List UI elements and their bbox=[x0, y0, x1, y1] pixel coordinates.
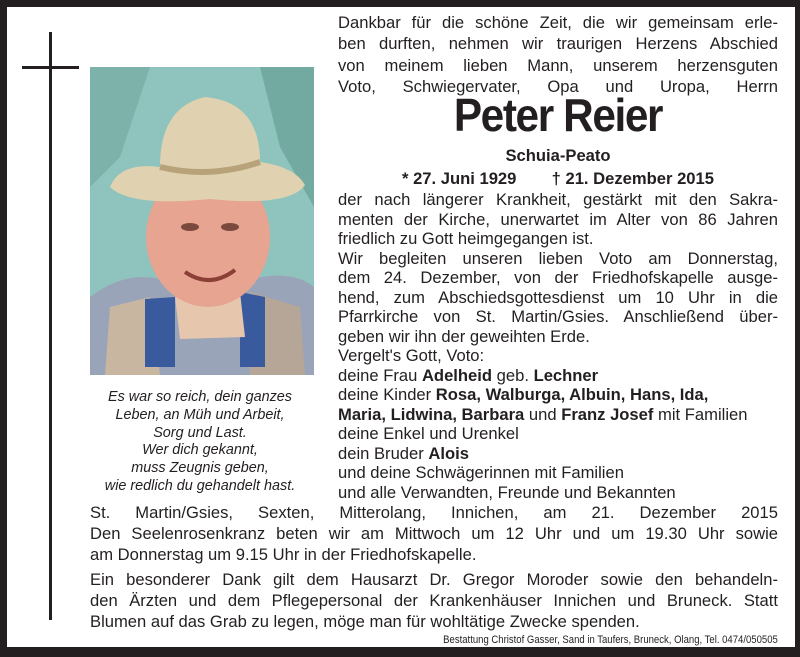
name-highlight: Lechner bbox=[533, 365, 599, 385]
body-text: Pfarrkirche von St. Martin/Gsies. Anschließend über- bbox=[338, 307, 778, 326]
cross-icon-bar bbox=[22, 66, 79, 69]
thanks-line: den Ärzten und dem Pflegepersonal der Krankenhäuser Innichen und Bruneck. Statt bbox=[90, 591, 778, 610]
body-line bbox=[338, 444, 778, 464]
name-highlight: Rosa, Walburga, Albuin, Hans, Ida, bbox=[435, 385, 709, 404]
body-line bbox=[338, 190, 778, 210]
body-text: deine Frau bbox=[338, 365, 422, 385]
memorial-poem bbox=[90, 389, 310, 496]
funeral-home-credit: Bestattung Christof Gasser, Sand in Taufers, Bruneck, Olang, Tel. 0474/050505 bbox=[443, 634, 778, 646]
thanks-line: Ein besonderer Dank gilt dem Hausarzt Dr. Gregor Moroder sowie den behandeln- bbox=[90, 570, 778, 589]
place-date-line: St. Martin/Gsies, Sexten, Mitterolang, Innichen, am 21. Dezember 2015 bbox=[90, 503, 778, 522]
intro-line: ben durften, nehmen wir traurigen Herzens Abschied bbox=[338, 34, 778, 54]
announcement-body bbox=[338, 190, 778, 502]
intro-text bbox=[338, 12, 778, 97]
body-text: menten der Kirche, unerwartet im Alter von 86 Jahren bbox=[338, 209, 778, 229]
poem-line: muss Zeugnis geben, bbox=[131, 460, 269, 477]
service-info bbox=[90, 502, 778, 565]
body-line bbox=[338, 366, 778, 386]
body-text: deine Enkel und Urenkel bbox=[338, 424, 519, 443]
body-text: geben wir ihn der geweihten Erde. bbox=[338, 326, 590, 346]
cross-icon bbox=[49, 32, 52, 620]
body-line bbox=[338, 288, 778, 308]
body-line bbox=[338, 463, 778, 483]
rosary-line: am Donnerstag um 9.15 Uhr in der Friedhofskapelle. bbox=[90, 545, 477, 564]
body-line bbox=[338, 405, 778, 425]
body-line bbox=[338, 210, 778, 230]
body-text: Wir begleiten unseren lieben Voto am Donnerstag, bbox=[338, 248, 778, 268]
portrait-photo bbox=[90, 67, 314, 375]
body-line bbox=[338, 385, 778, 405]
body-text: dem 24. Dezember, von der Friedhofskapelle ausge- bbox=[338, 268, 778, 287]
nickname: Schuia-Peato bbox=[505, 146, 611, 165]
intro-line: von meinem lieben Mann, unserem herzensguten bbox=[338, 55, 778, 75]
body-text: hend, zum Abschiedsgottesdienst um 10 Uhr in die bbox=[338, 287, 778, 307]
rosary-line: Den Seelenrosenkranz beten wir am Mittwoch um 12 Uhr und um 19.30 Uhr sowie bbox=[90, 524, 778, 543]
body-text: der nach längerer Krankheit, gestärkt mit den Sakra- bbox=[338, 190, 778, 209]
body-text: friedlich zu Gott heimgegangen ist. bbox=[338, 229, 594, 248]
body-text: mit Familien bbox=[653, 404, 748, 424]
body-line bbox=[338, 346, 778, 366]
body-line bbox=[338, 268, 778, 288]
body-text: und alle Verwandten, Freunde und Bekannten bbox=[338, 482, 676, 502]
life-dates bbox=[338, 169, 778, 189]
body-text: und bbox=[524, 404, 562, 424]
intro-line: Voto, Schwiegervater, Opa und Uropa, Herrn bbox=[338, 76, 778, 96]
name-highlight: Franz Josef bbox=[561, 404, 654, 424]
intro-line: Dankbar für die schöne Zeit, die wir gemeinsam erle- bbox=[338, 13, 778, 32]
thanks-line: Blumen auf das Grab zu legen, möge man für wohltätige Zwecke spenden. bbox=[90, 612, 640, 631]
name-highlight: Alois bbox=[428, 443, 469, 463]
poem-line: wie redlich du gehandelt hast. bbox=[104, 477, 296, 494]
poem-line: Wer dich gekannt, bbox=[142, 442, 258, 459]
body-line bbox=[338, 249, 778, 269]
body-text: Vergelt's Gott, Voto: bbox=[338, 346, 485, 365]
body-text: und deine Schwägerinnen mit Familien bbox=[338, 463, 624, 482]
poem-line: Es war so reich, dein ganzes bbox=[108, 389, 292, 405]
body-text: dein Bruder bbox=[338, 443, 429, 463]
body-line bbox=[338, 424, 778, 444]
poem-line: Sorg und Last. bbox=[153, 424, 247, 441]
body-text: deine Kinder bbox=[338, 385, 436, 404]
name-highlight: Adelheid bbox=[421, 365, 493, 385]
death-date: † 21. Dezember 2015 bbox=[551, 169, 714, 188]
birth-date: * 27. Juni 1929 bbox=[402, 169, 517, 188]
name-highlight: Maria, Lidwina, Barbara bbox=[338, 404, 525, 424]
poem-line: Leben, an Müh und Arbeit, bbox=[115, 406, 285, 423]
body-text: geb. bbox=[492, 365, 534, 385]
body-line bbox=[338, 483, 778, 503]
body-line bbox=[338, 229, 778, 249]
body-line bbox=[338, 307, 778, 327]
thanks-text bbox=[90, 569, 778, 632]
body-line bbox=[338, 327, 778, 347]
deceased-name: Peter Reier bbox=[453, 89, 663, 141]
